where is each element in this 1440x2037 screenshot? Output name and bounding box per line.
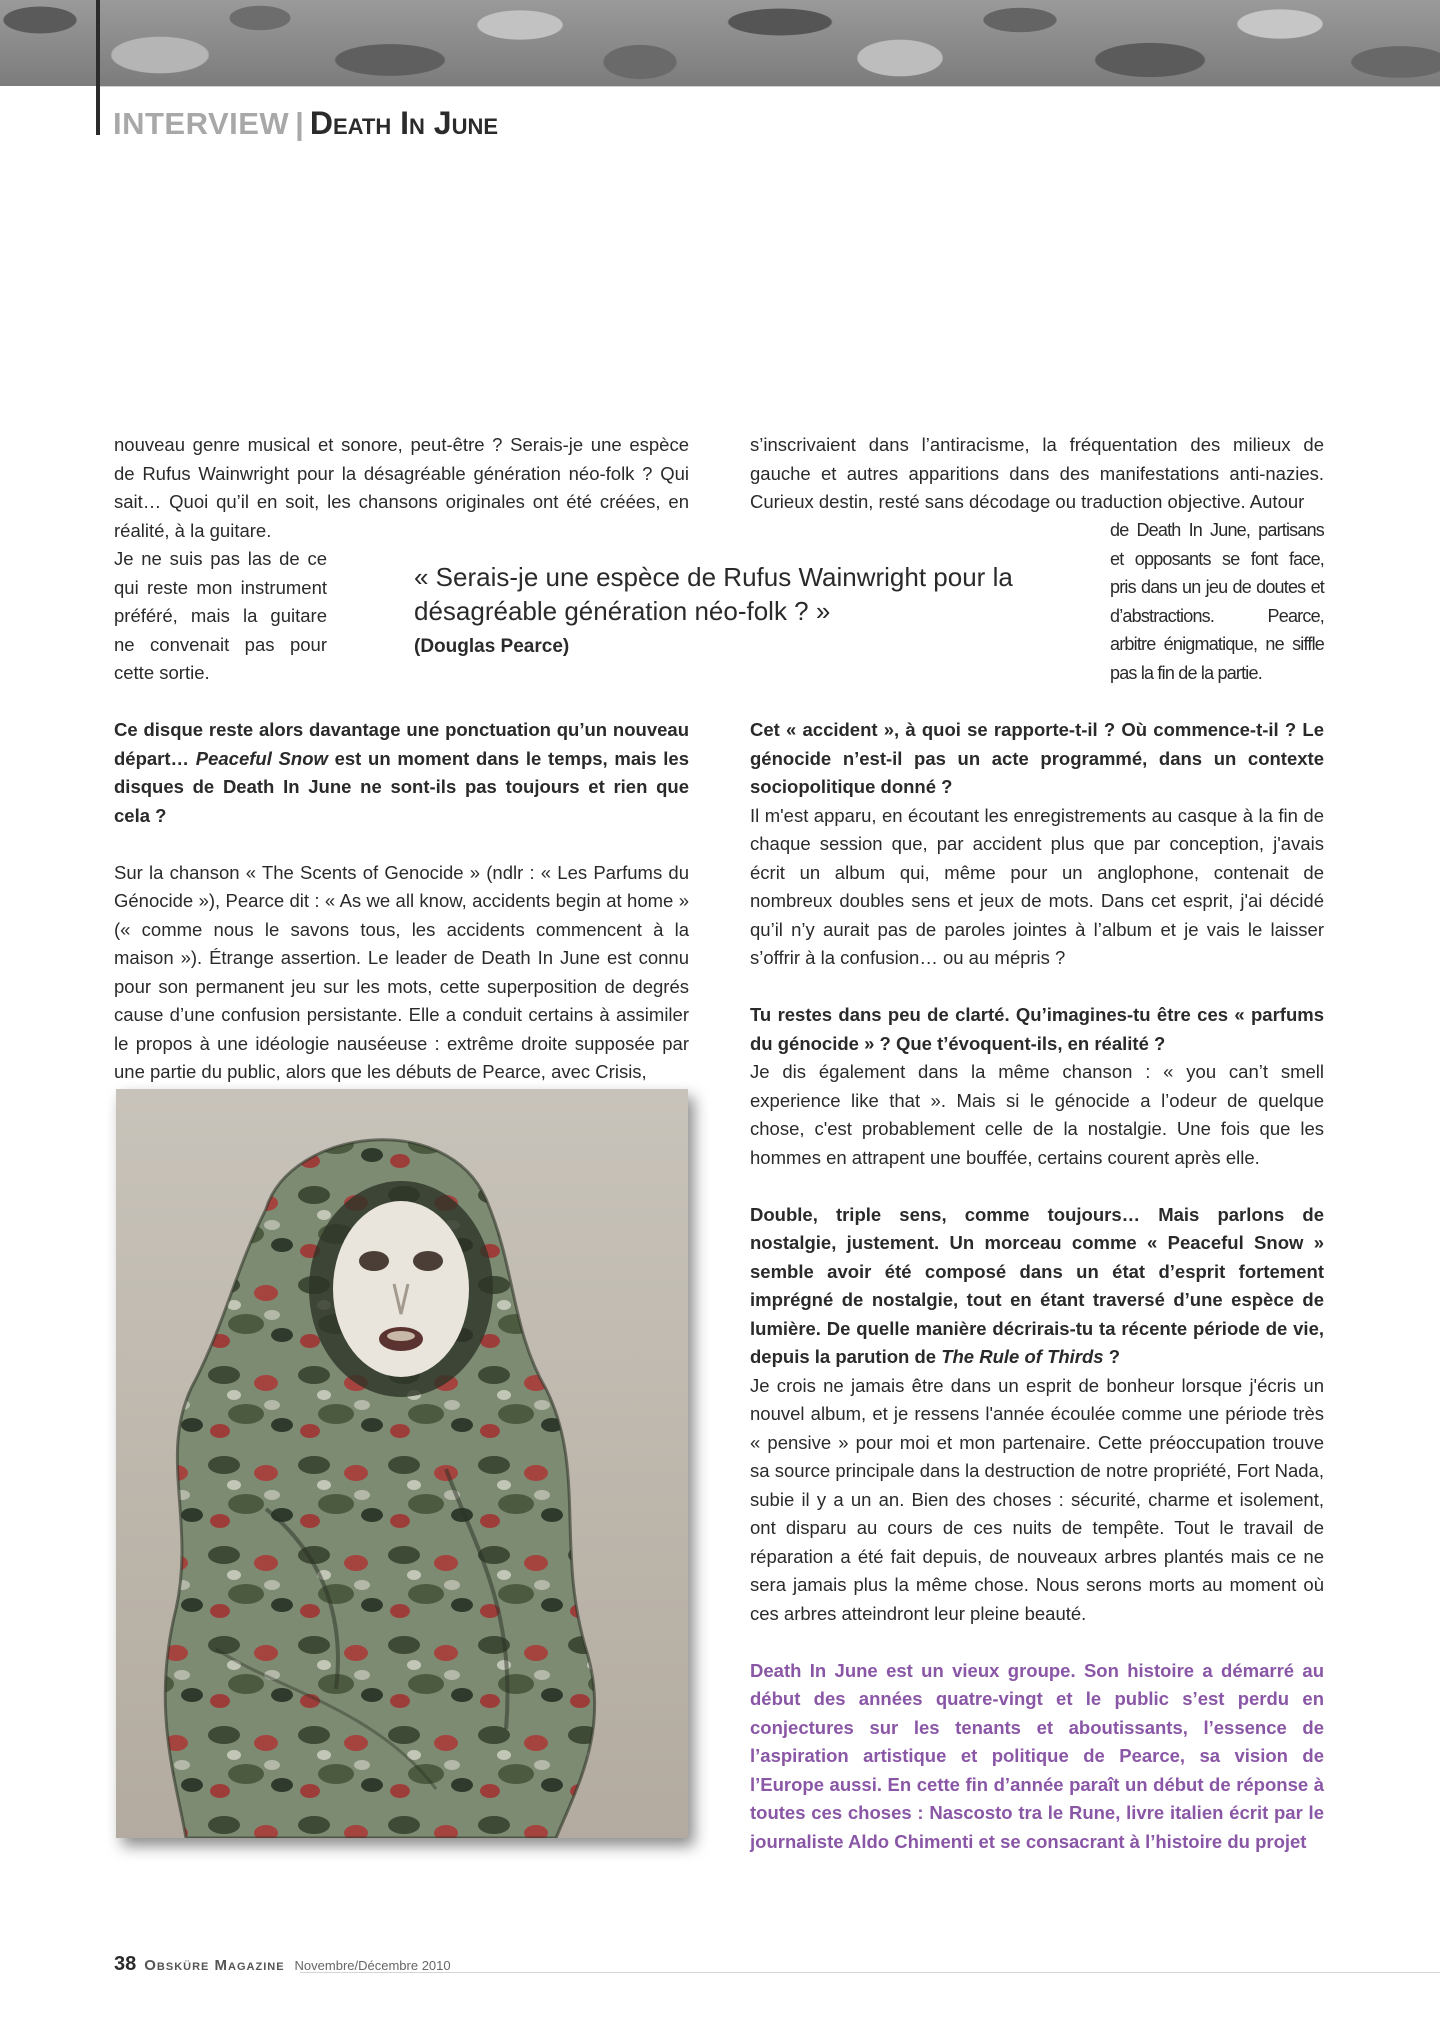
section-label: INTERVIEW [113,106,290,141]
question-2: Cet « accident », à quoi se rapporte-t-il ? Où commence-t-il ? Le génocide n’est-il pas un acte programmé, dans un contexte sociopolitique donné ? [750,719,1324,797]
page-number: 38 [114,1953,137,1975]
question-1-album-title: Peaceful Snow [195,747,328,769]
footer-rule [300,1972,1440,1973]
section-topic: Death In June [309,105,499,141]
answer-3: Je dis également dans la même chanson : « you can’t smell experience like that ». Mais si le génocide a l’odeur de quelque chose, c'est probablement celle de la nostalgie. Une fois que les hommes en attrapent une bouffée, certains courent après elle. [750,1061,1324,1168]
photo-illustration [116,1089,688,1838]
section-separator: | [295,106,304,141]
top-right-narrow-paragraph: de Death In June, partisans et opposants se font face, pris dans un jeu de doutes et d’abstractions. Pearce, arbitre énigmatique, ne siffle pas la fin de la partie. [1110,520,1324,683]
masked-figure-photo [116,1089,688,1838]
right-column [750,716,1324,1856]
pull-quote-attribution: (Douglas Pearce) [414,636,570,657]
section-title [113,103,498,144]
question-1 [114,716,689,830]
paragraph-genocide-song: Sur la chanson « The Scents of Genocide » (ndlr : « Les Parfums du Génocide »), Pearce dit : « As we all know, accidents begin at home » (« comme nous le savons tous, les accidents commencent à la maison »). Étrange assertion. Le leader de Death In June est connu pour son permanent jeu sur les mots, cette superposition de degrés cause d’une confusion persistante. Elle a conduit certains à assimiler le propos à une idéologie nauséeuse : extrême droite supposée par une partie du public, alors que les débuts de Pearce, avec Crisis, [114,861,689,1082]
camouflage-banner [0,0,1440,86]
header-vertical-rule [96,0,100,135]
question-5-intro: Death In June est un vieux groupe. Son histoire a démarré au début des années quatre-vingt et le public s’est perdu en conjectures sur les tenants et aboutissants, l’essence de l’aspiration artistique et politique de Pearce, sa vision de l’Europe aussi. En cette fin d’année paraît un début de réponse à toutes ces choses : Nascosto tra le Rune, livre italien écrit par le journaliste Aldo Chimenti et se consacrant à l’histoire du projet [750,1659,1324,1852]
question-4-part-a: Double, triple sens, comme toujours… Mais parlons de nostalgie, justement. Un morceau comme « Peaceful Snow » semble avoir été composé dans un état d’esprit fortement imprégné de nostalgie, tout en étant traversé d’une espèce de lumière. De quelle manière décrirais-tu ta récente période de vie, depuis la parution de [750,1203,1324,1367]
question-4 [750,1201,1324,1372]
header-horizontal-rule [100,86,1440,87]
issue-date: Novembre/Décembre 2010 [294,1958,451,1973]
question-4-album-title: The Rule of Thirds [941,1346,1104,1367]
pull-quote: « Serais-je une espèce de Rufus Wainwright pour la désagréable génération néo-folk ? » [414,562,1013,626]
question-1-part-b: est un moment dans le temps, mais les disques de Death In June ne sont-ils pas toujours et rien que cela ? [114,747,689,826]
page-footer [114,1953,451,1976]
answer-4: Je crois ne jamais être dans un esprit de bonheur lorsque j'écris un nouvel album, et je ressens l'année écoulée comme une période très « pensive » pour moi et mon partenaire. Cette préoccupation trouve sa source principale dans la destruction de notre propriété, Fort Nada, subie il y a un an. Bien des choses : sécurité, charme et isolement, ont disparu au cours de ces nuits de tempête. Tout le travail de réparation a été fait depuis, de nouveaux arbres plantés mais ce ne sera jamais plus la même chose. Nous serons morts au moment où ces arbres atteindront leur pleine beauté. [750,1374,1324,1624]
question-4-part-b: ? [1103,1346,1121,1367]
left-column [114,716,689,1087]
top-right-paragraph: s’inscrivaient dans l’antiracisme, la fréquentation des milieux de gauche et autres apparitions dans des manifestations anti-nazies. Curieux destin, resté sans décodage ou traduction objective. Autour [750,434,1324,512]
top-left-narrow-paragraph: Je ne suis pas las de ce qui reste mon instrument préféré, mais la guitare ne convenait pas pour cette sortie. [114,548,327,683]
question-1-part-a: Ce disque reste alors davantage une ponctuation qu’un nouveau départ… [114,719,689,769]
question-3: Tu restes dans peu de clarté. Qu’imagines-tu être ces « parfums du génocide » ? Que t’évoquent-ils, en réalité ? [750,1004,1324,1054]
magazine-name: Obsküre Magazine [144,1957,285,1974]
answer-2: Il m'est apparu, en écoutant les enregistrements au casque à la fin de chaque session que, par accident plus que par conception, j'avais écrit un album qui, même pour un anglophone, contenait de nombreux doubles sens et jeux de mots. Dans cet esprit, j'ai décidé qu’il n’y aurait pas de paroles jointes à l’album et je vais le laisser s’offrir à la confusion… ou au mépris ? [750,804,1324,968]
top-left-paragraph: nouveau genre musical et sonore, peut-être ? Serais-je une espèce de Rufus Wainwright pour la désagréable génération néo-folk ? Qui sait… Quoi qu’il en soit, les chansons originales ont été créées, en réalité, à la guitare. [114,434,689,541]
